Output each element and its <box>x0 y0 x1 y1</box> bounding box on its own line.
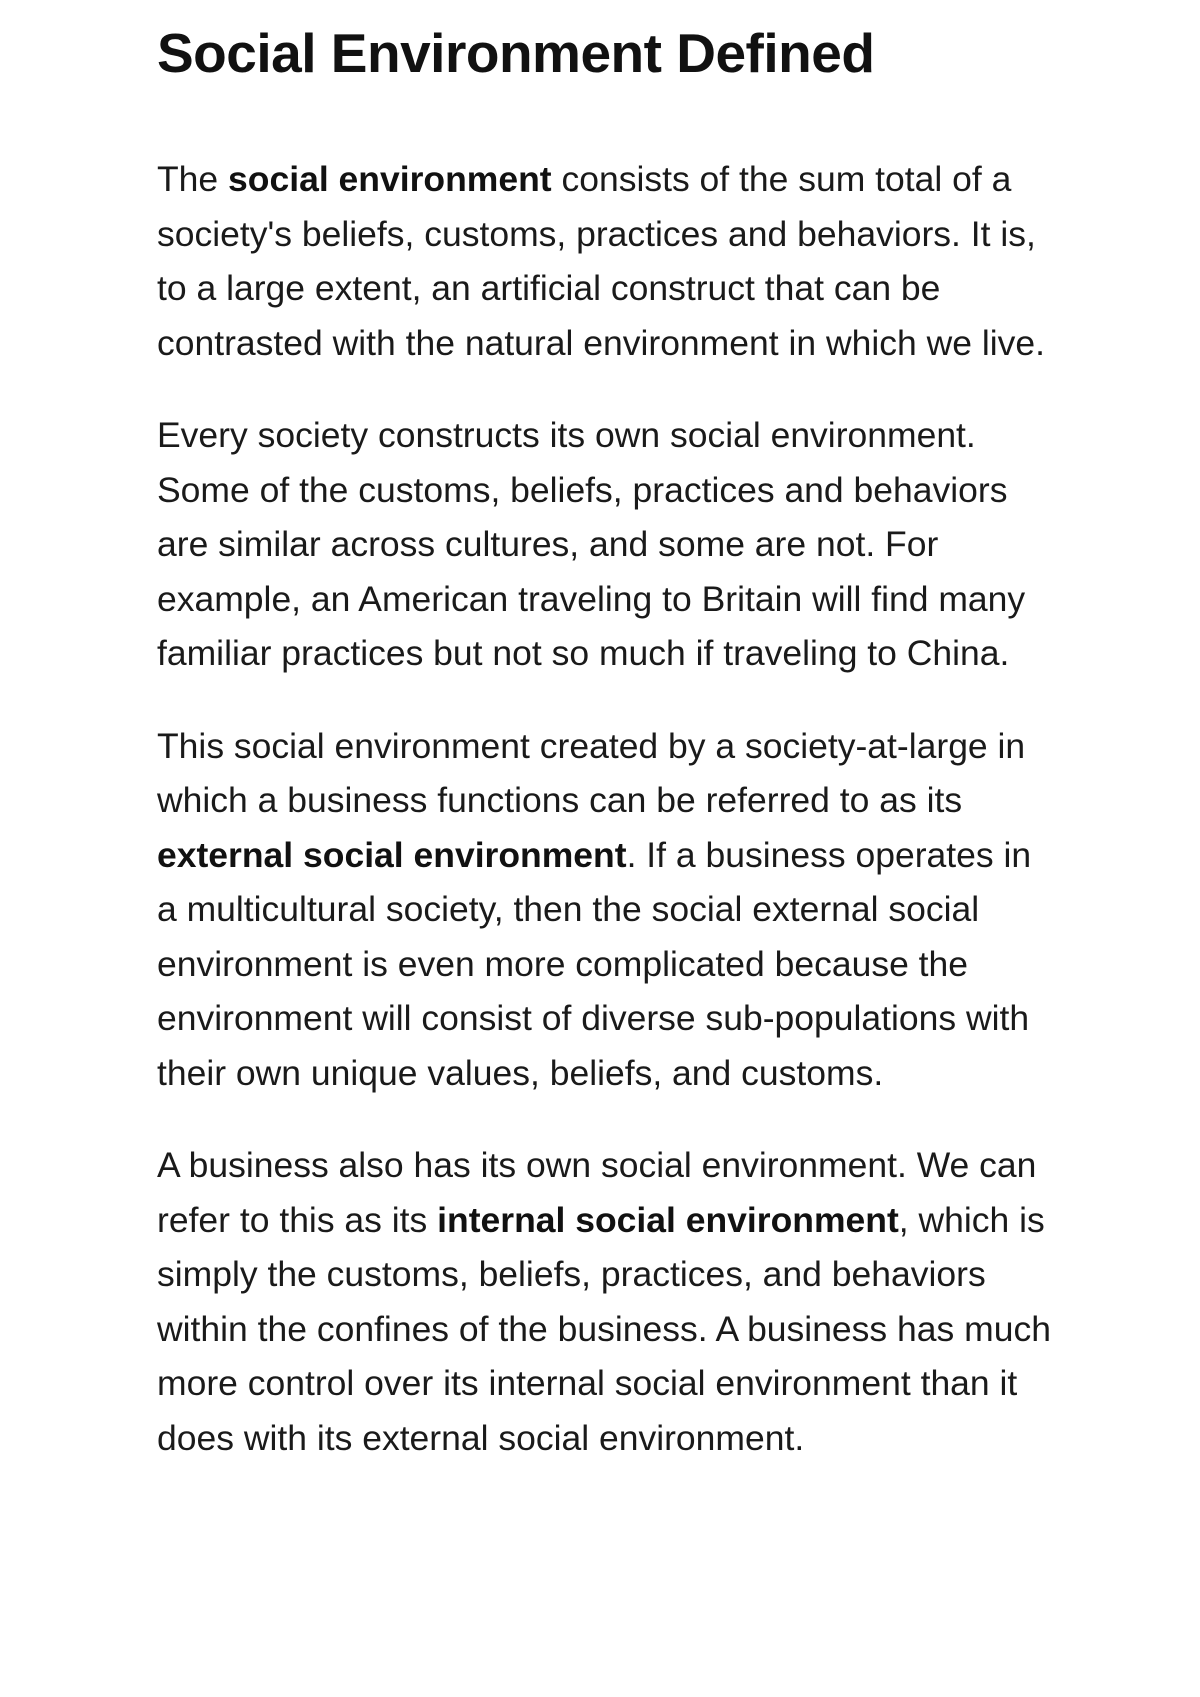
paragraph-every-society <box>157 408 1057 681</box>
paragraph-external-environment <box>157 719 1057 1101</box>
paragraph-text: The <box>157 159 229 199</box>
key-term-internal-social-environment: internal social environment <box>437 1199 899 1240</box>
paragraph-text: This social environment created by a society-at-large in which a business functions can be referred to as its <box>157 725 1026 820</box>
paragraph-text: , which is simply the customs, beliefs, practices, and behaviors within the confines of the business. A business has much more control over its internal social environment than it does with its external social environment. <box>157 1199 1051 1458</box>
article <box>157 18 1057 1465</box>
page-title: Social Environment Defined <box>157 22 875 84</box>
paragraph-text: A business also has its own social environment. We can refer to this as its <box>157 1145 1037 1240</box>
paragraph-text: consists of the sum total of a society's beliefs, customs, practices and behaviors. It is, to a large extent, an artificial construct that can be contrasted with the natural environment in which we live. <box>157 159 1045 363</box>
paragraph-social-environment <box>157 152 1057 370</box>
paragraph-internal-environment <box>157 1138 1057 1465</box>
key-term-social-environment: social environment <box>228 159 552 199</box>
paragraph-text: Every society constructs its own social environment. Some of the customs, beliefs, practices and behaviors are similar across cultures, and some are not. For example, an American traveling to Britain will find many familiar practices but not so much if traveling to China. <box>157 415 1026 673</box>
key-term-external-social-environment: external social environment <box>157 834 627 875</box>
paragraph-text: . If a business operates in a multicultural society, then the social external social environment is even more complicated because the environment will consist of diverse sub-populations with their own unique values, beliefs, and customs. <box>157 834 1032 1093</box>
